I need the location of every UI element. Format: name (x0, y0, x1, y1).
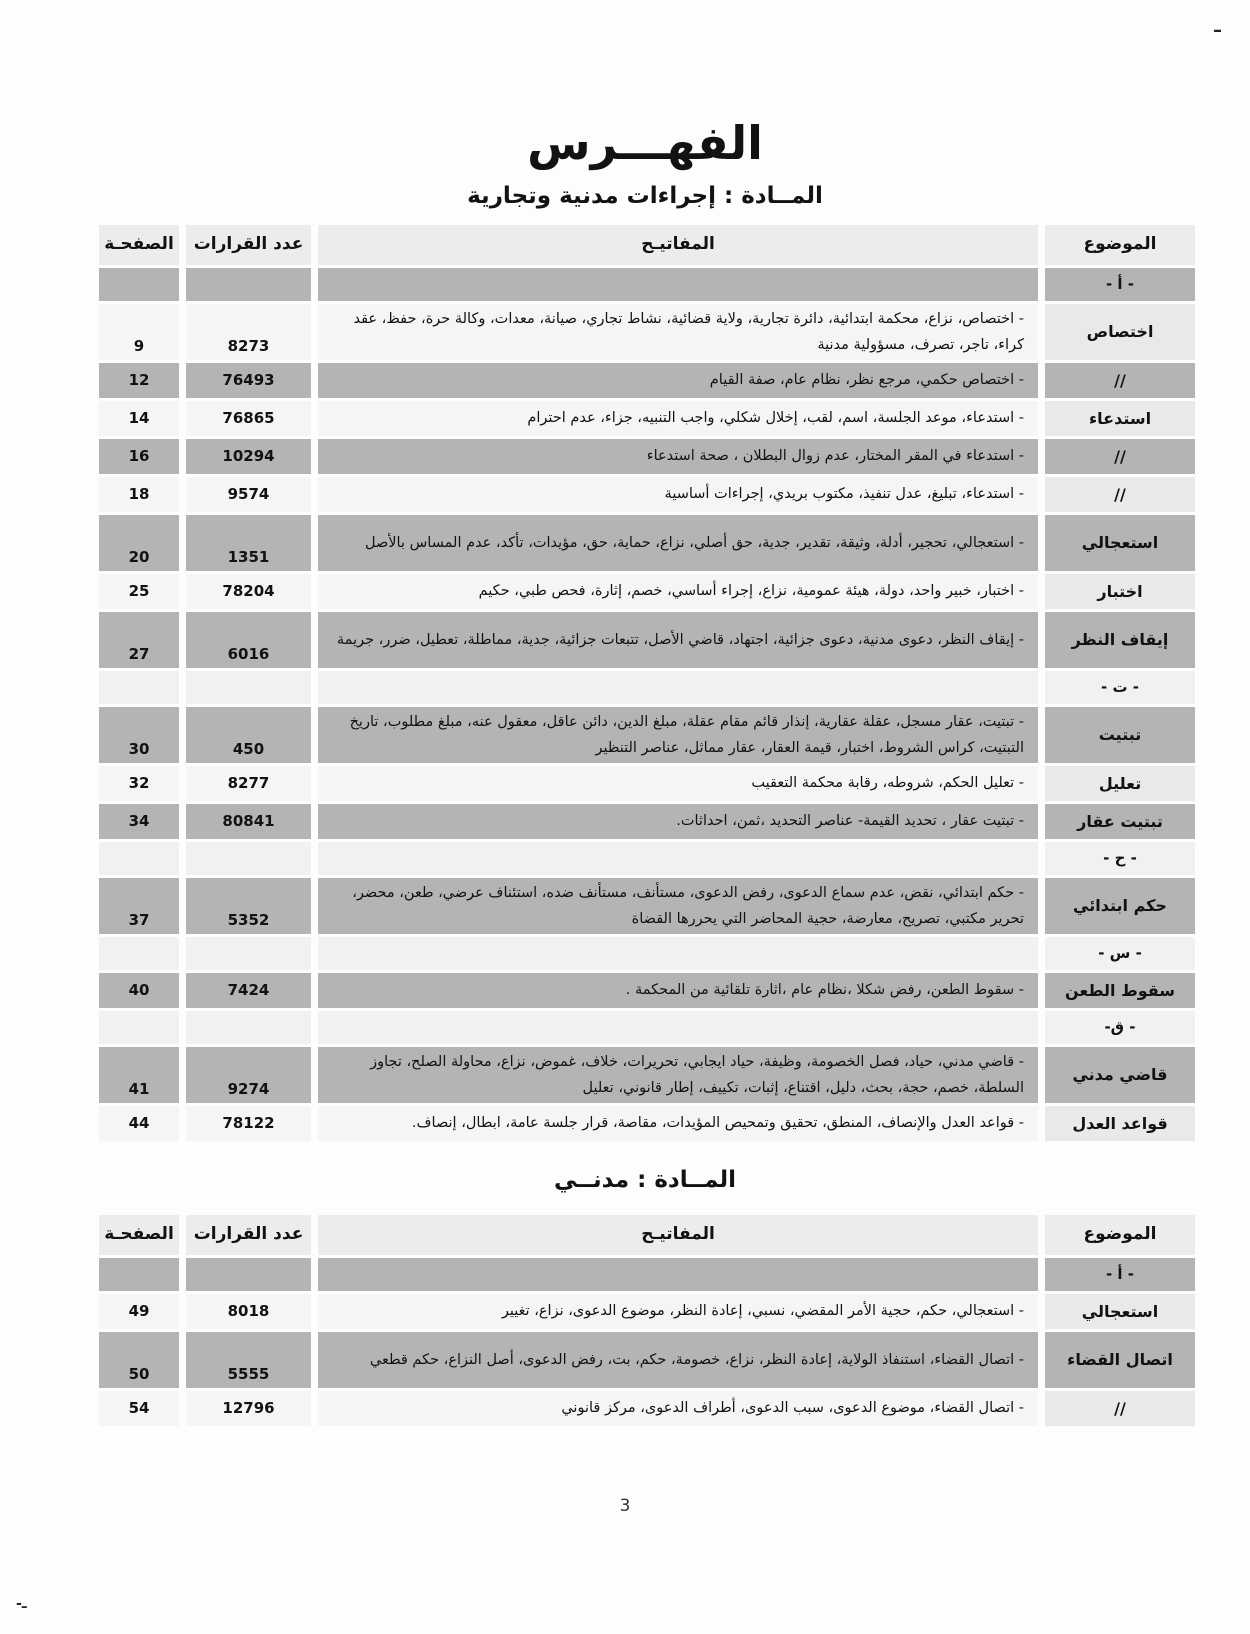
subject-cell: اختصاص (1045, 304, 1195, 360)
subject-cell: // (1045, 1391, 1195, 1426)
header-page: الصفحـة (99, 1215, 179, 1255)
letter-marker: - أ - (1045, 1258, 1195, 1291)
page-number-cell: 32 (99, 766, 179, 801)
index-tables (95, 183, 1195, 1426)
subject-cell: // (1045, 439, 1195, 474)
keys-cell: - اختصاص، نزاع، محكمة ابتدائية، دائرة تجارية، ولاية قضائية، نشاط تجاري، صيانة، معدات، وكالة حرة، حفظ، عقد كراء، تاجر، تصرف، مسؤولية مدنية (318, 304, 1038, 360)
header-subject: الموضوع (1045, 225, 1195, 265)
decisions-count-cell: 1351 (186, 515, 311, 571)
header-decisions: عدد القرارات (186, 1215, 311, 1255)
letter-divider-row (95, 1011, 1195, 1044)
keys-cell (318, 671, 1038, 704)
page-number-cell: 9 (99, 304, 179, 360)
letter-divider-row (95, 842, 1195, 875)
header-subject: الموضوع (1045, 1215, 1195, 1255)
section-title: المــادة : مدنــي (553, 1166, 737, 1193)
decisions-count-cell: 80841 (186, 804, 311, 839)
letter-divider-row (95, 671, 1195, 704)
page-number-cell: 18 (99, 477, 179, 512)
keys-cell: - تعليل الحكم، شروطه، رقابة محكمة التعقيب (318, 766, 1038, 801)
letter-marker: - ح - (1045, 842, 1195, 875)
page-number-cell (99, 1011, 179, 1044)
page-number-cell: 25 (99, 574, 179, 609)
folio-page-number: 3 (619, 1496, 631, 1516)
table-row (95, 1047, 1195, 1103)
decisions-count-cell: 9574 (186, 477, 311, 512)
decisions-count-cell (186, 937, 311, 970)
table-row (95, 1106, 1195, 1141)
header-keys: المفاتيـح (318, 1215, 1038, 1255)
decisions-count-cell: 10294 (186, 439, 311, 474)
decisions-count-cell (186, 1258, 311, 1291)
decisions-count-cell: 76493 (186, 363, 311, 398)
page-number-cell (99, 1258, 179, 1291)
keys-cell (318, 1011, 1038, 1044)
decisions-count-cell: 5555 (186, 1332, 311, 1388)
decisions-count-cell: 450 (186, 707, 311, 763)
page-number-cell: 27 (99, 612, 179, 668)
keys-cell: - إيقاف النظر، دعوى مدنية، دعوى جزائية، اجتهاد، قاضي الأصل، تتبعات جزائية، جدية، مماطلة، تعطيل، ضرر، جريمة (318, 612, 1038, 668)
subject-cell: تبتيت (1045, 707, 1195, 763)
page-number-cell: 44 (99, 1106, 179, 1141)
table-row (95, 515, 1195, 571)
table-row (95, 973, 1195, 1008)
decisions-count-cell (186, 1011, 311, 1044)
decisions-count-cell: 76865 (186, 401, 311, 436)
page-title: الفهـــرس (527, 116, 763, 170)
corner-mark-top: – (1213, 20, 1222, 41)
table-row (95, 766, 1195, 801)
section-title: المــادة : إجراءات مدنية وتجارية (467, 182, 823, 209)
table-row (95, 878, 1195, 934)
keys-cell: - قاضي مدني، حياد، فصل الخصومة، وظيفة، حياد ايجابي، تحريرات، خلاف، غموض، نزاع، محاولة الصلح، تجاوز السلطة، خصم، حجة، بحث، دليل، اقتناع، إثبات، تكييف، إطار قانوني، تعليل (318, 1047, 1038, 1103)
subject-cell: تعليل (1045, 766, 1195, 801)
page-number-cell: 50 (99, 1332, 179, 1388)
keys-cell: - تبتيت، عقار مسجل، عقلة عقارية، إنذار قائم مقام عقلة، مبلغ الدين، دائن عاقل، معقول عنه، مبلغ مطلوب، تاريخ التبتيت، كراس الشروط، اختبار، قيمة العقار، عقار مماثل، عناصر التنظير (318, 707, 1038, 763)
subject-cell: اختبار (1045, 574, 1195, 609)
subject-cell: اتصال القضاء (1045, 1332, 1195, 1388)
page-number-cell: 12 (99, 363, 179, 398)
page-number-cell: 30 (99, 707, 179, 763)
decisions-count-cell: 9274 (186, 1047, 311, 1103)
header-page: الصفحـة (99, 225, 179, 265)
subject-cell: سقوط الطعن (1045, 973, 1195, 1008)
keys-cell: - سقوط الطعن، رفض شكلا ،نظام عام ،اثارة تلقائية من المحكمة . (318, 973, 1038, 1008)
subject-cell: استدعاء (1045, 401, 1195, 436)
keys-cell: - استدعاء في المقر المختار، عدم زوال البطلان ، صحة استدعاء (318, 439, 1038, 474)
decisions-count-cell: 8277 (186, 766, 311, 801)
subject-cell: قاضي مدني (1045, 1047, 1195, 1103)
decisions-count-cell: 78122 (186, 1106, 311, 1141)
page-number-cell: 54 (99, 1391, 179, 1426)
decisions-count-cell: 7424 (186, 973, 311, 1008)
table-row (95, 477, 1195, 512)
decisions-count-cell (186, 268, 311, 301)
page-number-cell: 41 (99, 1047, 179, 1103)
table-row (95, 1391, 1195, 1426)
page-number-cell: 34 (99, 804, 179, 839)
table-row (95, 612, 1195, 668)
decisions-count-cell (186, 671, 311, 704)
table-row (95, 707, 1195, 763)
corner-mark-bottom: -ـ (16, 1596, 27, 1612)
page-number-cell: 20 (99, 515, 179, 571)
page-number-cell: 40 (99, 973, 179, 1008)
table-row (95, 804, 1195, 839)
header-keys: المفاتيـح (318, 225, 1038, 265)
page-number-cell: 16 (99, 439, 179, 474)
subject-cell: تبتيت عقار (1045, 804, 1195, 839)
letter-divider-row (95, 937, 1195, 970)
letter-marker: - س - (1045, 937, 1195, 970)
subject-cell: قواعد العدل (1045, 1106, 1195, 1141)
decisions-count-cell (186, 842, 311, 875)
keys-cell (318, 268, 1038, 301)
keys-cell (318, 937, 1038, 970)
subject-cell: // (1045, 363, 1195, 398)
table-row (95, 1332, 1195, 1388)
letter-divider-row (95, 1258, 1195, 1291)
table-row (95, 363, 1195, 398)
page-number-cell (99, 671, 179, 704)
subject-cell: إيقاف النظر (1045, 612, 1195, 668)
page-number-cell (99, 268, 179, 301)
page-number-cell (99, 842, 179, 875)
keys-cell: - اختصاص حكمي، مرجع نظر، نظام عام، صفة القيام (318, 363, 1038, 398)
decisions-count-cell: 6016 (186, 612, 311, 668)
keys-cell: - استدعاء، موعد الجلسة، اسم، لقب، إخلال شكلي، واجب التنبيه، جزاء، عدم احترام (318, 401, 1038, 436)
letter-marker: - أ - (1045, 268, 1195, 301)
decisions-count-cell: 12796 (186, 1391, 311, 1426)
decisions-count-cell: 5352 (186, 878, 311, 934)
keys-cell: - قواعد العدل والإنصاف، المنطق، تحقيق وتمحيص المؤيدات، مقاصة، قرار جلسة عامة، ابطال، إنصاف. (318, 1106, 1038, 1141)
index-table (95, 1215, 1195, 1426)
keys-cell (318, 842, 1038, 875)
keys-cell: - اتصال القضاء، موضوع الدعوى، سبب الدعوى، أطراف الدعوى، مركز قانوني (318, 1391, 1038, 1426)
decisions-count-cell: 8273 (186, 304, 311, 360)
table-header-row (95, 225, 1195, 265)
page-number-cell: 14 (99, 401, 179, 436)
table-row (95, 1294, 1195, 1329)
table-row (95, 574, 1195, 609)
keys-cell (318, 1258, 1038, 1291)
keys-cell: - تبتيت عقار ، تحديد القيمة- عناصر التحديد ،ثمن، احداثات. (318, 804, 1038, 839)
letter-marker: - ت - (1045, 671, 1195, 704)
subject-cell: استعجالي (1045, 1294, 1195, 1329)
keys-cell: - حكم ابتدائي، نقض، عدم سماع الدعوى، رفض الدعوى، مستأنف، مستأنف ضده، استئناف عرضي، طعن، محضر، تحرير مكتبي، تصريح، معارضة، حجية المحاضر التي يحررها القضاة (318, 878, 1038, 934)
page-number-cell: 49 (99, 1294, 179, 1329)
page-number-cell: 37 (99, 878, 179, 934)
keys-cell: - استدعاء، تبليغ، عدل تنفيذ، مكتوب بريدي، إجراءات أساسية (318, 477, 1038, 512)
letter-divider-row (95, 268, 1195, 301)
keys-cell: - اختبار، خبير واحد، دولة، هيئة عمومية، نزاع، إجراء أساسي، خصم، إثارة، فحص طبي، حكيم (318, 574, 1038, 609)
page-number-cell (99, 937, 179, 970)
subject-cell: // (1045, 477, 1195, 512)
subject-cell: حكم ابتدائي (1045, 878, 1195, 934)
table-header-row (95, 1215, 1195, 1255)
keys-cell: - اتصال القضاء، استنفاذ الولاية، إعادة النظر، نزاع، خصومة، حكم، بت، رفض الدعوى، أصل النزاع، حكم قطعي (318, 1332, 1038, 1388)
letter-marker: - ق- (1045, 1011, 1195, 1044)
table-row (95, 401, 1195, 436)
decisions-count-cell: 8018 (186, 1294, 311, 1329)
table-row (95, 304, 1195, 360)
header-decisions: عدد القرارات (186, 225, 311, 265)
index-table (95, 225, 1195, 1141)
page-content (95, 0, 1195, 1429)
decisions-count-cell: 78204 (186, 574, 311, 609)
keys-cell: - استعجالي، تحجير، أدلة، وثيقة، تقدير، جدية، حق أصلي، نزاع، حماية، حق، مؤيدات، تأكد، عدم المساس بالأصل (318, 515, 1038, 571)
subject-cell: استعجالي (1045, 515, 1195, 571)
keys-cell: - استعجالي، حكم، حجية الأمر المقضي، نسبي، إعادة النظر، موضوع الدعوى، نزاع، تغيير (318, 1294, 1038, 1329)
table-row (95, 439, 1195, 474)
